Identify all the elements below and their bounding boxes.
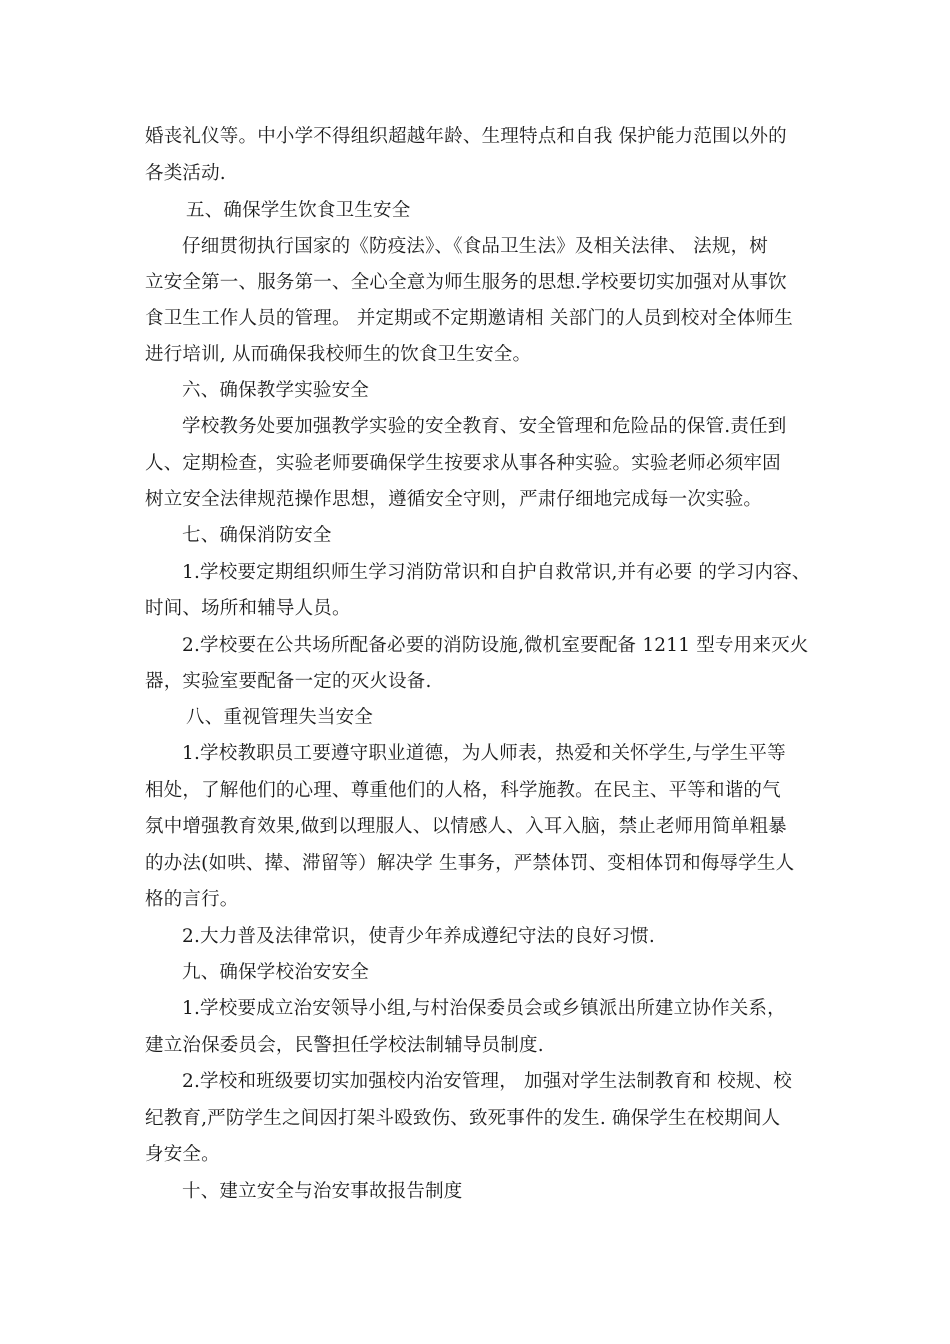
body-text-line: 的办法(如哄、撵、滞留等）解决学 生事务，严禁体罚、变相体罚和侮辱学生人 [145, 853, 795, 874]
section-heading-9: 九、确保学校治安安全 [182, 962, 370, 983]
body-text-line: 建立治保委员会，民警担任学校法制辅导员制度. [145, 1035, 544, 1056]
section-heading-6: 六、确保教学实验安全 [182, 380, 370, 401]
body-text-line: 立安全第一、服务第一、全心全意为师生服务的思想.学校要切实加强对从事饮 [145, 272, 787, 293]
body-text-line: 1.学校教职员工要遵守职业道德，为人师表，热爱和关怀学生,与学生平等 [182, 743, 786, 764]
body-text-line: 2.学校要在公共场所配备必要的消防设施,微机室要配备 1211 型专用来灭火 [182, 635, 809, 656]
section-heading-8: 八、重视管理失当安全 [186, 707, 374, 728]
body-text-line: 学校教务处要加强教学实验的安全教育、安全管理和危险品的保管.责任到 [182, 416, 787, 437]
body-text-line: 食卫生工作人员的管理。 并定期或不定期邀请相 关部门的人员到校对全体师生 [145, 308, 793, 329]
body-text-line: 各类活动. [145, 163, 226, 184]
body-text-line: 婚丧礼仪等。中小学不得组织超越年龄、生理特点和自我 保护能力范围以外的 [145, 126, 787, 147]
section-heading-7: 七、确保消防安全 [182, 525, 332, 546]
section-heading-10: 十、建立安全与治安事故报告制度 [182, 1181, 463, 1202]
body-text-line: 纪教育,严防学生之间因打架斗殴致伤、致死事件的发生. 确保学生在校期间人 [145, 1108, 781, 1129]
body-text-line: 1.学校要成立治安领导小组,与村治保委员会或乡镇派出所建立协作关系， [182, 998, 786, 1019]
body-text-line: 2.大力普及法律常识，使青少年养成遵纪守法的良好习惯. [182, 926, 655, 947]
body-text-line: 器，实验室要配备一定的灭火设备. [145, 671, 432, 692]
body-text-line: 2.学校和班级要切实加强校内治安管理， 加强对学生法制教育和 校规、校 [182, 1071, 792, 1092]
body-text-line: 1.学校要定期组织师生学习消防常识和自护自救常识,并有必要 的学习内容、 [182, 562, 811, 583]
body-text-line: 仔细贯彻执行国家的《防疫法》、《食品卫生法》及相关法律、 法规，树 [182, 236, 768, 257]
body-text-line: 身安全。 [145, 1144, 220, 1165]
body-text-line: 时间、场所和辅导人员。 [145, 598, 351, 619]
body-text-line: 进行培训, 从而确保我校师生的饮食卫生安全。 [145, 344, 532, 365]
body-text-line: 相处，了解他们的心理、尊重他们的人格，科学施教。在民主、平等和谐的气 [145, 780, 781, 801]
section-heading-5: 五、确保学生饮食卫生安全 [186, 200, 411, 221]
body-text-line: 氛中增强教育效果,做到以理服人、以情感人、入耳入脑，禁止老师用简单粗暴 [145, 816, 787, 837]
body-text-line: 树立安全法律规范操作思想，遵循安全守则，严肃仔细地完成每一次实验。 [145, 489, 763, 510]
body-text-line: 人、定期检查，实验老师要确保学生按要求从事各种实验。实验老师必须牢固 [145, 453, 781, 474]
body-text-line: 格的言行。 [145, 889, 239, 910]
